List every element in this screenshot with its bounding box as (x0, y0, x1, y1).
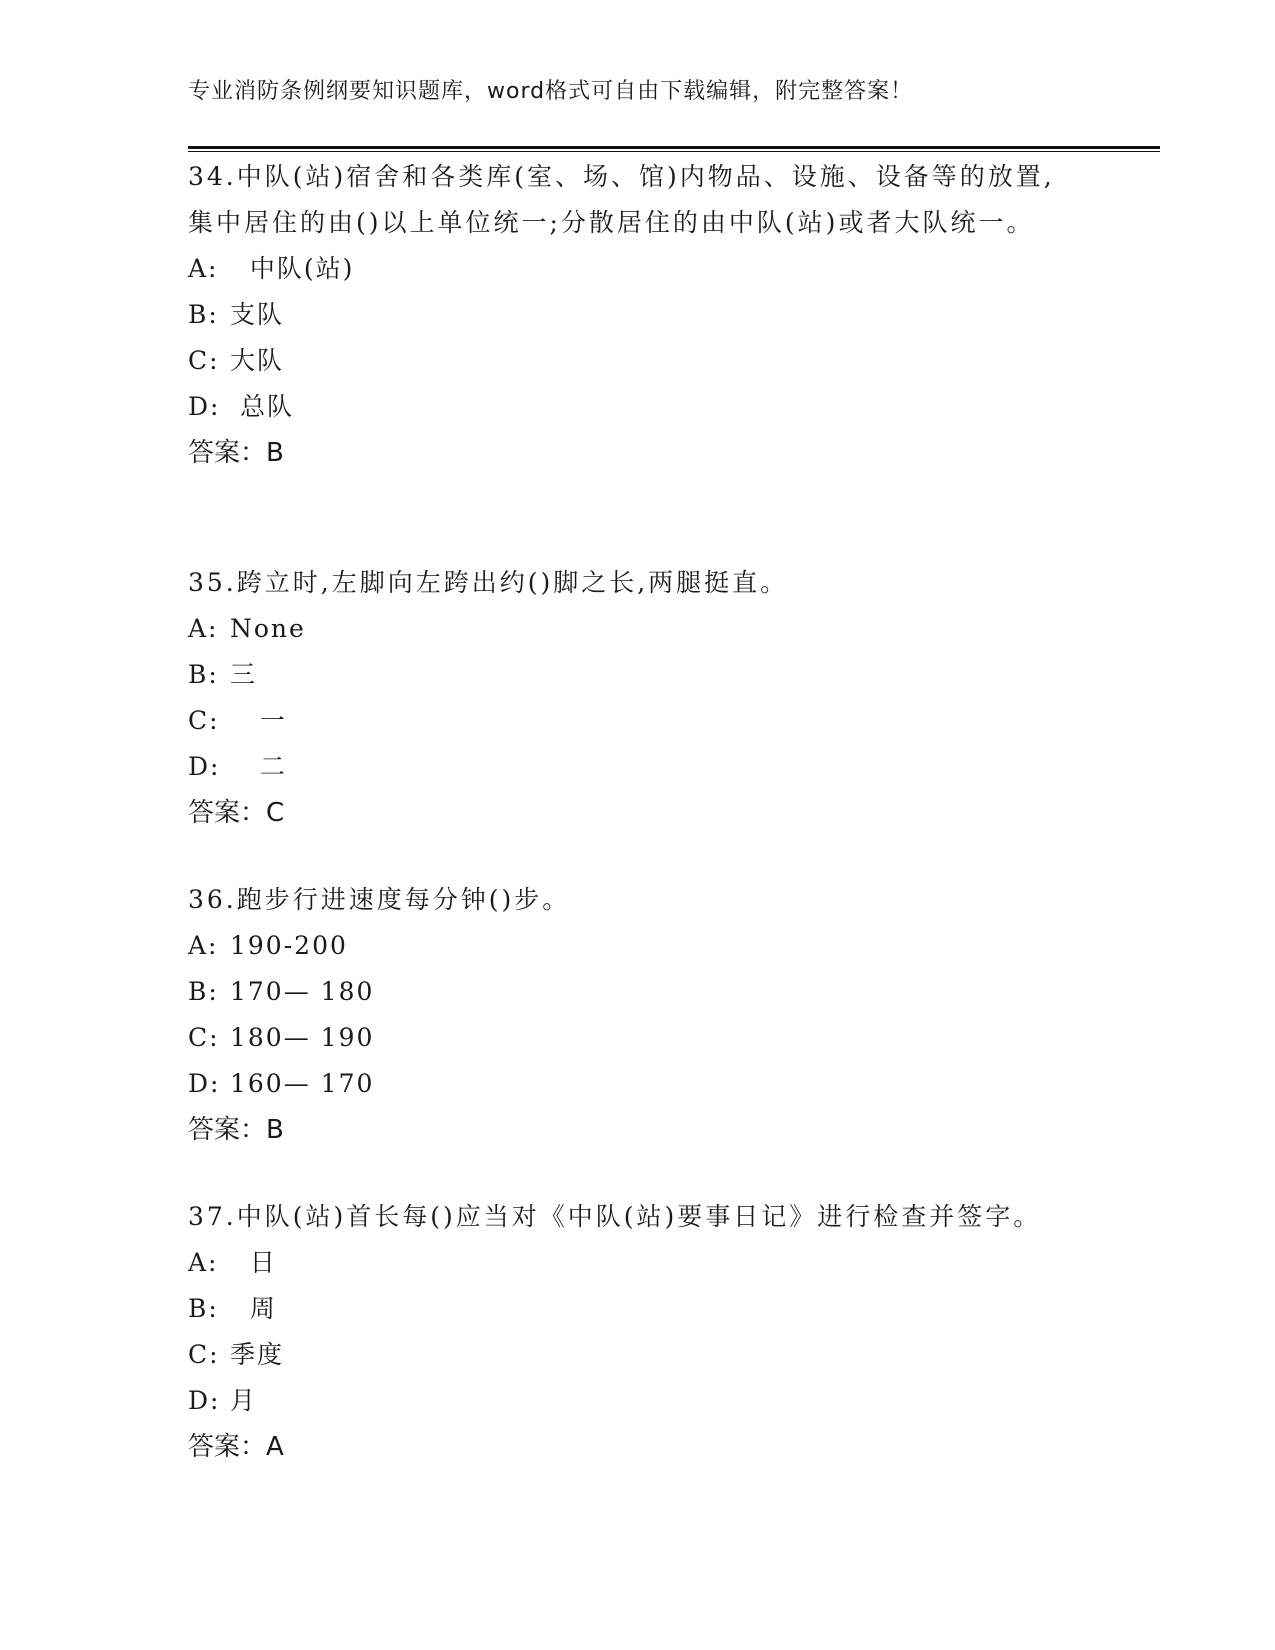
option-key: D: (188, 752, 221, 781)
option-value: 三 (230, 660, 258, 689)
answer: 答案：B (188, 1115, 284, 1145)
option-c (188, 338, 1068, 384)
option-value: 大队 (230, 346, 285, 375)
option-key: C: (188, 346, 220, 375)
option-value: 总队 (230, 392, 294, 421)
option-key: D: (188, 392, 221, 421)
option-a (188, 923, 1068, 969)
option-key: B: (188, 660, 219, 689)
option-c (188, 1332, 1068, 1378)
option-c (188, 1015, 1068, 1061)
option-b (188, 652, 1068, 698)
option-key: C: (188, 706, 220, 735)
option-key: B: (188, 1294, 219, 1323)
option-value: 月 (230, 1386, 258, 1415)
question-text: 37.中队(站)首长每()应当对《中队(站)要事日记》进行检查并签字。 (188, 1202, 1042, 1231)
header-divider-thin (188, 151, 1160, 152)
option-value: 中队(站) (230, 254, 355, 283)
question-35 (188, 560, 1068, 836)
option-value: 180— 190 (230, 1023, 375, 1052)
option-key: B: (188, 300, 219, 329)
answer: 答案：B (188, 438, 284, 468)
question-37 (188, 1194, 1068, 1470)
option-key: D: (188, 1069, 221, 1098)
page-header: 专业消防条例纲要知识题库，word格式可自由下载编辑，附完整答案！ (188, 79, 914, 104)
option-d (188, 1061, 1068, 1107)
option-value: 190-200 (230, 931, 348, 960)
option-value: 支队 (230, 300, 285, 329)
option-b (188, 969, 1068, 1015)
option-value: 一 (230, 706, 287, 735)
option-d (188, 1378, 1068, 1424)
option-a (188, 246, 1068, 292)
option-key: C: (188, 1023, 220, 1052)
question-text: 34.中队(站)宿舍和各类库(室、场、馆)内物品、设施、设备等的放置,集中居住的由()以上单位统一;分散居住的由中队(站)或者大队统一。 (188, 162, 1055, 237)
option-value: 日 (230, 1248, 277, 1277)
option-b (188, 292, 1068, 338)
answer: 答案：A (188, 1432, 284, 1462)
option-c (188, 698, 1068, 744)
option-value: 季度 (230, 1340, 285, 1369)
option-key: B: (188, 977, 219, 1006)
option-key: A: (188, 254, 219, 283)
question-34 (188, 154, 1068, 476)
option-key: A: (188, 614, 219, 643)
option-value: 二 (230, 752, 287, 781)
option-key: C: (188, 1340, 220, 1369)
option-b (188, 1286, 1068, 1332)
option-value: 周 (230, 1294, 277, 1323)
option-key: D: (188, 1386, 221, 1415)
header-divider (188, 146, 1160, 149)
option-d (188, 744, 1068, 790)
option-a (188, 606, 1068, 652)
option-value: None (230, 614, 306, 643)
question-text: 36.跑步行进速度每分钟()步。 (188, 885, 571, 914)
option-d (188, 384, 1068, 430)
answer: 答案：C (188, 798, 285, 828)
option-value: 170— 180 (230, 977, 375, 1006)
option-value: 160— 170 (230, 1069, 375, 1098)
option-key: A: (188, 1248, 219, 1277)
option-key: A: (188, 931, 219, 960)
question-text: 35.跨立时,左脚向左跨出约()脚之长,两腿挺直。 (188, 568, 789, 597)
option-a (188, 1240, 1068, 1286)
question-36 (188, 877, 1068, 1153)
